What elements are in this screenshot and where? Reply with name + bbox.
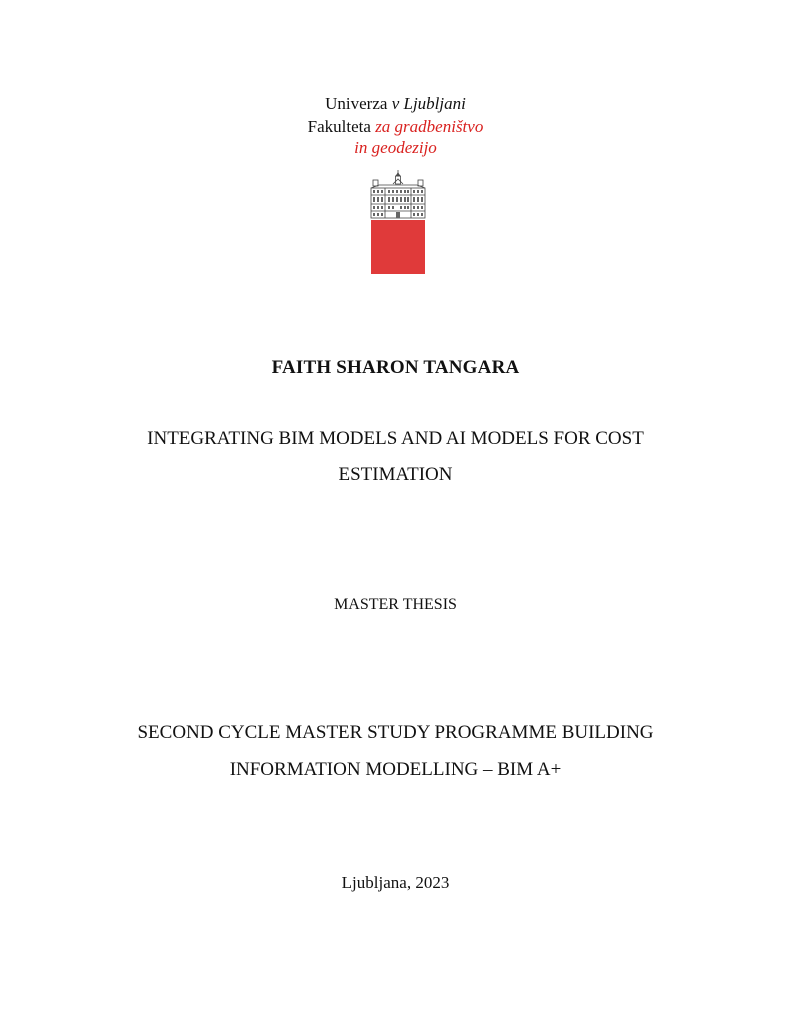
university-building-logo-icon: [369, 168, 427, 276]
faculty-prefix: Fakulteta: [307, 117, 376, 136]
faculty-name-red-line2: in geodezijo: [354, 138, 437, 157]
faculty-name-line2: [0, 137, 791, 159]
thesis-title-line1: INTEGRATING BIM MODELS AND AI MODELS FOR COST: [147, 428, 644, 449]
university-prefix: Univerza: [325, 94, 392, 113]
university-name: [0, 93, 791, 115]
thesis-type: MASTER THESIS: [334, 596, 457, 613]
thesis-title-line2: ESTIMATION: [338, 464, 453, 485]
place-and-date: Ljubljana, 2023: [341, 873, 450, 892]
university-location: v Ljubljani: [391, 94, 466, 113]
programme-line1: SECOND CYCLE MASTER STUDY PROGRAMME BUILDING: [137, 722, 654, 743]
logo-red-block: [371, 220, 425, 274]
author-name: FAITH SHARON TANGARA: [271, 357, 520, 378]
faculty-name: [0, 116, 791, 138]
programme-line2: INFORMATION MODELLING – BIM A+: [229, 759, 562, 780]
faculty-name-red: za gradbeništvo: [375, 117, 484, 136]
